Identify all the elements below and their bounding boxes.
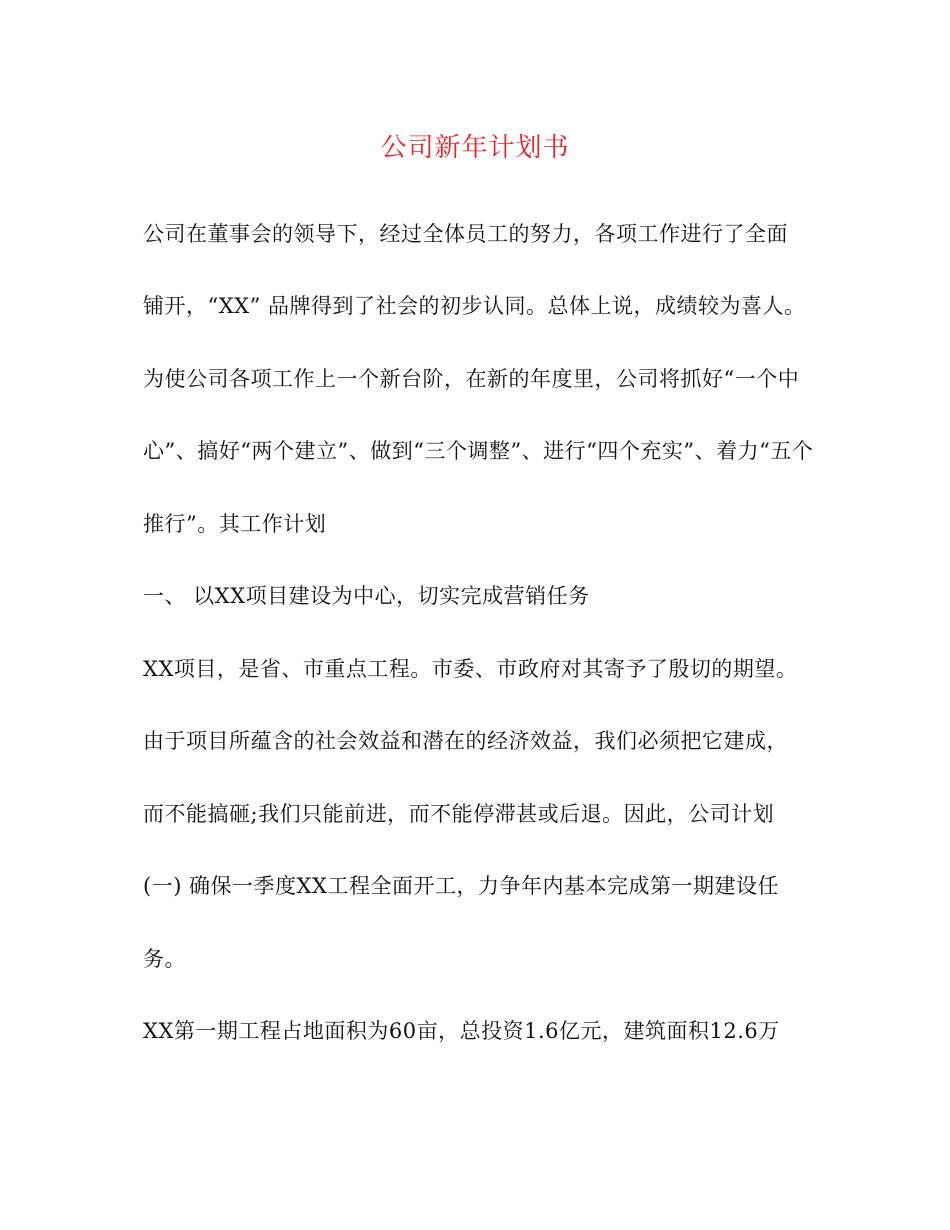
- paragraph-line: XX第一期工程占地面积为60亩，总投资1.6亿元，建筑面积12.6万: [143, 1019, 780, 1043]
- paragraph-line: 心”、搞好“两个建立”、做到“三个调整”、进行“四个充实”、着力“五个: [143, 439, 814, 463]
- paragraph-line: 公司在董事会的领导下，经过全体员工的努力，各项工作进行了全面: [143, 222, 788, 246]
- paragraph-line: XX项目，是省、市重点工程。市委、市政府对其寄予了殷切的期望。: [143, 657, 798, 681]
- document-title: 公司新年计划书: [380, 133, 570, 163]
- paragraph-line: 为使公司各项工作上一个新台阶，在新的年度里，公司将抓好“一个中: [143, 367, 800, 391]
- paragraph-line: 务。: [143, 947, 186, 971]
- paragraph-line: 铺开，“XX” 品牌得到了社会的初步认同。总体上说，成绩较为喜人。: [143, 294, 806, 318]
- subsection-heading: (一) 确保一季度XX工程全面开工，力争年内基本完成第一期建设任: [143, 874, 779, 898]
- paragraph-line: 而不能搞砸;我们只能前进，而不能停滞甚或后退。因此，公司计划: [143, 802, 775, 826]
- paragraph-line: 推行”。其工作计划: [143, 512, 327, 536]
- paragraph-line: 由于项目所蕴含的社会效益和潜在的经济效益，我们必须把它建成，: [143, 729, 788, 753]
- section-heading: 一、 以XX项目建设为中心，切实完成营销任务: [143, 584, 590, 608]
